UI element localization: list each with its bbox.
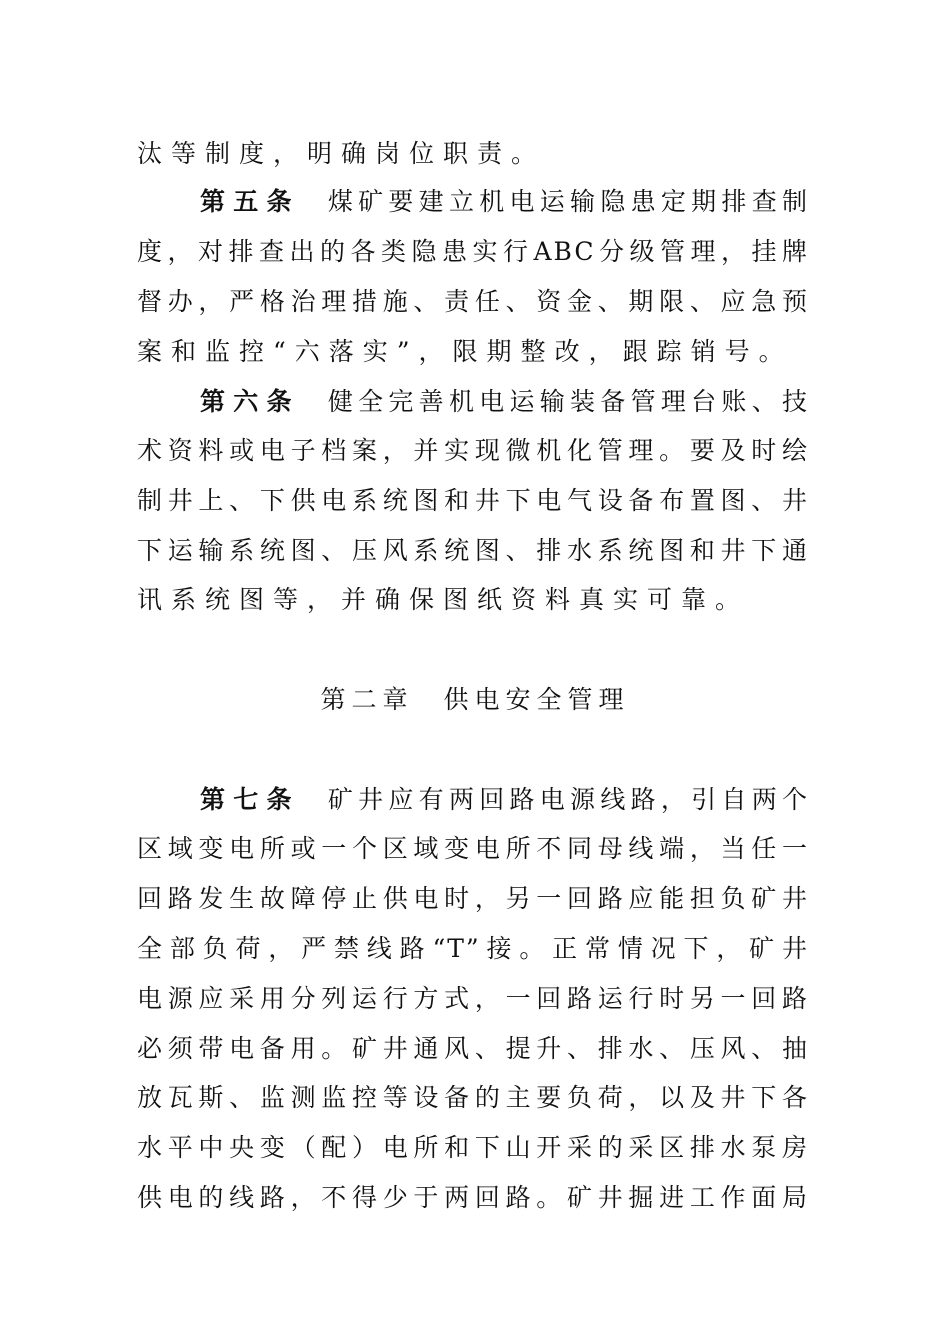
paragraph-line: 讯系统图等，并确保图纸资料真实可靠。 <box>137 585 750 614</box>
paragraph-line: 度，对排查出的各类隐患实行ABC分级管理，挂牌 <box>137 237 809 266</box>
paragraph-line: 全部负荷，严禁线路“T”接。正常情况下，矿井 <box>137 934 809 963</box>
paragraph-line: 区域变电所或一个区域变电所不同母线端，当任一 <box>137 834 809 863</box>
article-5-line-1 <box>200 182 809 222</box>
article-5-text: 煤矿要建立机电运输隐患定期排查制 <box>327 187 809 216</box>
paragraph-line: 必须带电备用。矿井通风、提升、排水、压风、抽 <box>137 1034 809 1063</box>
article-6-text: 健全完善机电运输装备管理台账、技 <box>327 387 809 416</box>
chapter-title: 供电安全管理 <box>443 685 630 714</box>
article-7-heading: 第七条 <box>200 785 300 814</box>
article-7-line-1 <box>200 780 809 820</box>
paragraph-line: 供电的线路，不得少于两回路。矿井掘进工作面局 <box>137 1183 809 1212</box>
article-6-line-1 <box>200 382 809 422</box>
paragraph-line: 术资料或电子档案，并实现微机化管理。要及时绘 <box>137 436 809 465</box>
paragraph-line: 电源应采用分列运行方式，一回路运行时另一回路 <box>137 984 809 1013</box>
paragraph-line: 案和监控“六落实”，限期整改，跟踪销号。 <box>137 337 793 366</box>
paragraph-line: 水平中央变（配）电所和下山开采的采区排水泵房 <box>137 1133 809 1162</box>
article-5-heading: 第五条 <box>200 187 300 216</box>
article-6-heading: 第六条 <box>200 387 300 416</box>
paragraph-line: 督办，严格治理措施、责任、资金、期限、应急预 <box>137 287 809 316</box>
article-7-text: 矿井应有两回路电源线路，引自两个 <box>327 785 809 814</box>
paragraph-line: 放瓦斯、监测监控等设备的主要负荷，以及井下各 <box>137 1083 809 1112</box>
paragraph-line: 回路发生故障停止供电时，另一回路应能担负矿井 <box>137 884 809 913</box>
paragraph-line: 下运输系统图、压风系统图、排水系统图和井下通 <box>137 536 809 565</box>
chapter-heading <box>0 680 950 720</box>
paragraph-line: 汰等制度，明确岗位职责。 <box>137 139 546 168</box>
paragraph-line: 制井上、下供电系统图和井下电气设备布置图、井 <box>137 486 809 515</box>
chapter-number: 第二章 <box>320 685 414 714</box>
